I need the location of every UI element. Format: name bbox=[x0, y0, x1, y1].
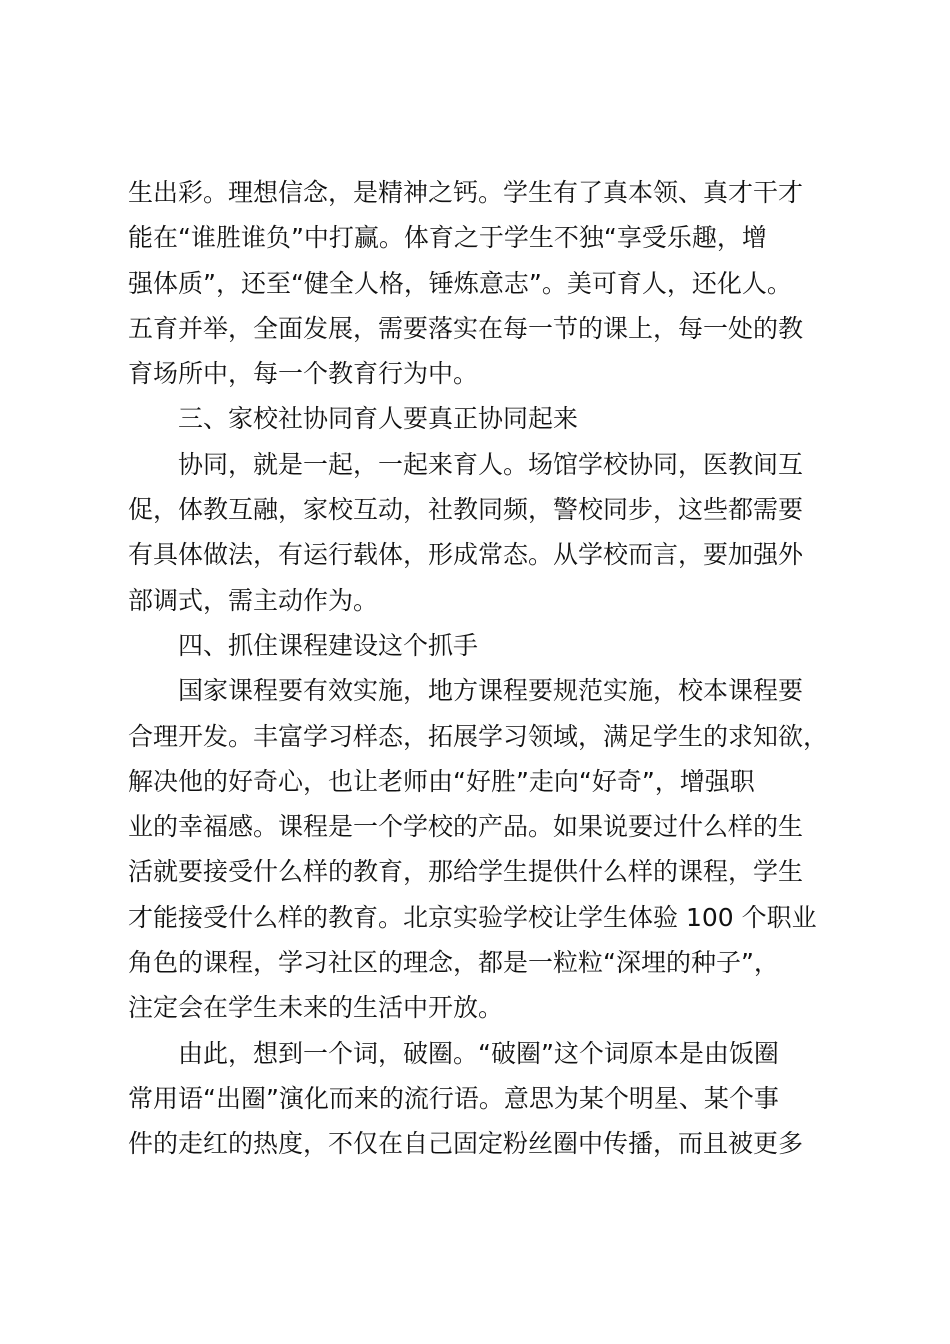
text-line: 常用语“出圈”演化而来的流行语。意思为某个明星、某个事 bbox=[128, 1083, 779, 1113]
text-line: 协同，就是一起，一起来育人。场馆学校协同，医教间互 bbox=[178, 449, 804, 479]
text-line: 解决他的好奇心，也让老师由“好胜”走向“好奇”，增强职 bbox=[128, 766, 755, 796]
text-line: 国家课程要有效实施，地方课程要规范实施，校本课程要 bbox=[178, 676, 804, 706]
text-line: 促，体教互融，家校互动，社教同频，警校同步，这些都需要 bbox=[128, 495, 804, 525]
text-line: 合理开发。丰富学习样态，拓展学习领域，满足学生的求知欲， bbox=[128, 721, 829, 751]
text-line: 部调式，需主动作为。 bbox=[128, 585, 379, 615]
section-heading: 三、家校社协同育人要真正协同起来 bbox=[178, 404, 579, 434]
text-line: 能在“谁胜谁负”中打赢。体育之于学生不独“享受乐趣，增 bbox=[128, 223, 767, 253]
document-body bbox=[128, 170, 834, 1167]
text-line: 件的走红的热度，不仅在自己固定粉丝圈中传播，而且被更多 bbox=[128, 1129, 804, 1159]
text-line: 五育并举，全面发展，需要落实在每一节的课上，每一处的教 bbox=[128, 313, 804, 343]
text-line: 注定会在学生未来的生活中开放。 bbox=[128, 993, 504, 1023]
text-line: 才能接受什么样的教育。北京实验学校让学生体验 100 个职业 bbox=[128, 902, 817, 932]
text-line: 角色的课程，学习社区的理念，都是一粒粒“深埋的种子”， bbox=[128, 948, 779, 978]
text-line: 由此，想到一个词，破圈。“破圈”这个词原本是由饭圈 bbox=[178, 1038, 779, 1068]
text-line: 有具体做法，有运行载体，形成常态。从学校而言，要加强外 bbox=[128, 540, 804, 570]
text-line: 强体质”，还至“健全人格，锤炼意志”。美可育人，还化人。 bbox=[128, 268, 792, 298]
text-line: 活就要接受什么样的教育，那给学生提供什么样的课程，学生 bbox=[128, 857, 804, 887]
text-line: 业的幸福感。课程是一个学校的产品。如果说要过什么样的生 bbox=[128, 812, 804, 842]
text-line: 育场所中，每一个教育行为中。 bbox=[128, 359, 479, 389]
text-line: 生出彩。理想信念，是精神之钙。学生有了真本领、真才干才 bbox=[128, 178, 804, 207]
section-heading: 四、抓住课程建设这个抓手 bbox=[178, 630, 479, 660]
